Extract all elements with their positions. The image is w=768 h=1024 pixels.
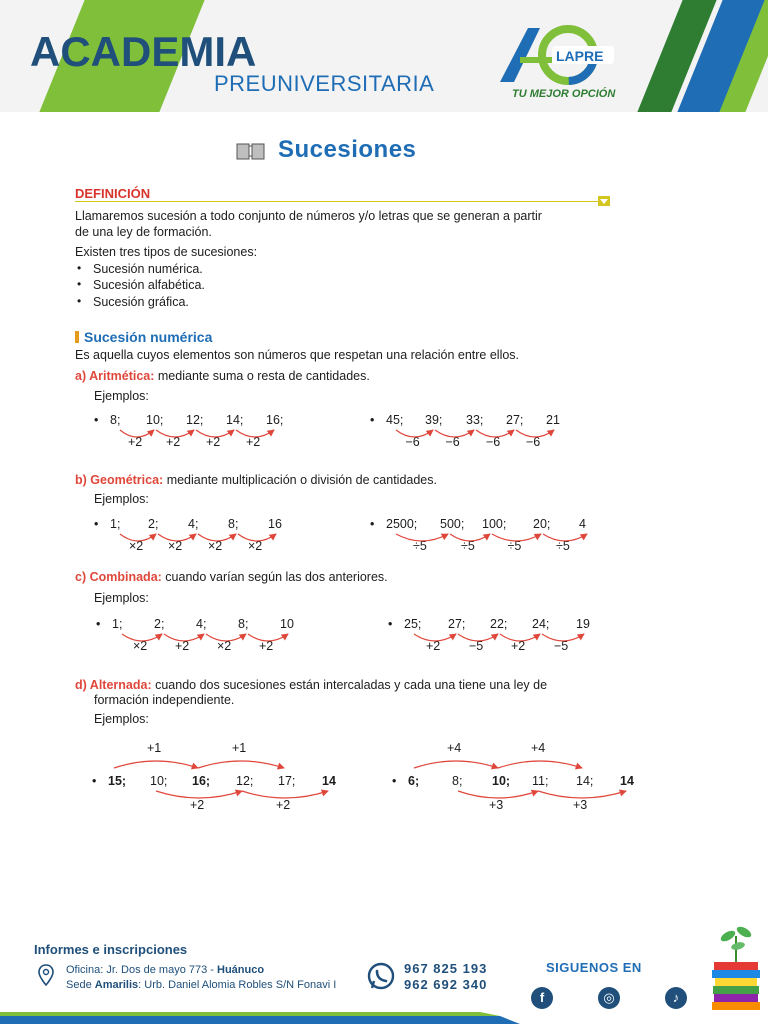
comb-ex1-term: 2; — [154, 617, 165, 631]
geom-ex2-operation: ÷5 — [413, 539, 427, 553]
follow-us-label: SIGUENOS EN — [546, 960, 642, 975]
arith-ex1-operation: +2 — [166, 435, 181, 449]
alt-ex1-term: 14 — [322, 774, 336, 788]
alternating-description — [75, 678, 547, 692]
alt-ex1-top-arrow — [114, 761, 198, 768]
geom-ex1-operation: ×2 — [129, 539, 144, 553]
comb-ex1-operation: ×2 — [133, 639, 148, 653]
definition-heading: DEFINICIÓN — [75, 186, 151, 201]
arith-ex1-operation: +2 — [128, 435, 143, 449]
footer-stripe — [0, 1012, 768, 1024]
comb-ex1-term: 1; — [112, 617, 123, 631]
comb-ex2-operation: −5 — [469, 639, 484, 653]
bullet: • — [370, 517, 375, 531]
comb-ex2-term: 25; — [404, 617, 422, 631]
geom-ex2-term: 4 — [579, 517, 586, 531]
alt-ex2-bottom-arrow — [458, 791, 538, 798]
comb-ex1-operation: +2 — [175, 639, 190, 653]
sede-text: : Urb. Daniel Alomia Robles S/N Fonavi I — [138, 979, 337, 991]
arithmetic-text: mediante suma o resta de cantidades. — [154, 369, 370, 383]
comb-ex2-term: 22; — [490, 617, 508, 631]
geom-ex2-term: 20; — [533, 517, 551, 531]
comb-ex2-term: 24; — [532, 617, 550, 631]
sede-prefix: Sede — [66, 979, 95, 991]
numeric-intro: Es aquella cuyos elementos son números que respetan una relación entre ellos. — [75, 348, 520, 362]
arith-ex1-term: 16; — [266, 413, 284, 427]
instagram-icon[interactable]: ◎ — [598, 987, 620, 1009]
tiktok-icon[interactable]: ♪ — [665, 987, 687, 1009]
alt-ex1-term: 17; — [278, 774, 296, 788]
arith-ex1-term: 14; — [226, 413, 244, 427]
phone-2[interactable]: 962 692 340 — [404, 977, 488, 992]
comb-ex1-term: 10 — [280, 617, 294, 631]
alternating-label: d) Alternada: — [75, 678, 152, 692]
arith-ex2-term: 45; — [386, 413, 404, 427]
type-item: Sucesión alfabética. — [93, 278, 205, 292]
arithmetic-description — [75, 369, 370, 383]
examples-label: Ejemplos: — [94, 492, 149, 506]
alt-ex1-term: 16; — [192, 774, 211, 788]
arith-ex2-operation: −6 — [445, 435, 460, 449]
geom-ex1-term: 1; — [110, 517, 121, 531]
alt-ex1-top-arrow — [198, 761, 284, 768]
examples-label: Ejemplos: — [94, 389, 149, 403]
geometric-label: b) Geométrica: — [75, 473, 164, 487]
bullet: • — [77, 277, 82, 291]
office-city: Huánuco — [217, 964, 265, 976]
arith-ex2-operation: −6 — [526, 435, 541, 449]
comb-ex2-operation: +2 — [426, 639, 441, 653]
location-pin-icon — [38, 964, 54, 986]
alt-ex1-bottom-operation: +2 — [190, 798, 205, 812]
bullet: • — [77, 294, 82, 308]
arithmetic-label: a) Aritmética: — [75, 369, 155, 383]
definition-line-2: de una ley de formación. — [75, 225, 212, 239]
definition-line-1: Llamaremos sucesión a todo conjunto de números y/o letras que se generan a partir — [75, 209, 542, 223]
sede-address — [66, 979, 348, 991]
page-title: Sucesiones — [278, 136, 417, 163]
arith-ex1-term: 8; — [110, 413, 121, 427]
sede-name: Amarilis — [94, 979, 139, 991]
geom-ex1-operation: ×2 — [208, 539, 223, 553]
logo-text: LAPRE — [556, 48, 604, 64]
geom-ex2-operation: ÷5 — [507, 539, 522, 553]
examples-label: Ejemplos: — [94, 712, 149, 726]
arith-ex1-operation: +2 — [246, 435, 261, 449]
geom-ex2-term: 500; — [440, 517, 465, 531]
examples-label: Ejemplos: — [94, 591, 149, 605]
arith-ex2-operation: −6 — [486, 435, 501, 449]
geometric-text: mediante multiplicación o división de cantidades. — [163, 473, 437, 487]
definition-rule — [75, 201, 605, 202]
alt-ex2-term: 6; — [408, 774, 420, 788]
comb-ex1-term: 8; — [238, 617, 249, 631]
comb-ex2-operation: −5 — [554, 639, 569, 653]
bullet: • — [94, 413, 99, 427]
geometric-description — [75, 473, 437, 487]
arith-ex2-operation: −6 — [405, 435, 420, 449]
alt-ex2-top-operation: +4 — [447, 741, 462, 755]
section-marker — [75, 331, 79, 343]
geom-ex1-term: 16 — [268, 517, 282, 531]
geom-ex2-operation: ÷5 — [556, 539, 570, 553]
comb-ex2-term: 19 — [576, 617, 590, 631]
logo-tagline: TU MEJOR OPCIÓN — [512, 88, 616, 100]
alt-ex1-term: 12; — [236, 774, 254, 788]
arith-ex2-term: 39; — [425, 413, 443, 427]
arith-ex1-term: 10; — [146, 413, 164, 427]
books-plant-icon — [708, 922, 764, 1018]
comb-ex1-term: 4; — [196, 617, 207, 631]
geom-ex2-term: 2500; — [386, 517, 418, 531]
alternating-text: cuando dos sucesiones están intercaladas y cada una tiene una ley de — [151, 678, 548, 692]
footer-heading: Informes e inscripciones — [34, 942, 188, 957]
bullet: • — [96, 617, 101, 631]
combined-label: c) Combinada: — [75, 570, 162, 584]
alt-ex1-term: 10; — [150, 774, 168, 788]
alt-ex2-bottom-arrow — [538, 791, 626, 798]
comb-ex2-term: 27; — [448, 617, 466, 631]
type-item: Sucesión gráfica. — [93, 295, 189, 309]
whatsapp-icon — [367, 962, 395, 990]
alt-ex1-bottom-arrow — [242, 791, 328, 798]
alt-ex2-bottom-operation: +3 — [489, 798, 504, 812]
type-item: Sucesión numérica. — [93, 262, 203, 276]
alt-ex2-term: 10; — [492, 774, 511, 788]
bullet: • — [94, 517, 99, 531]
geom-ex1-term: 8; — [228, 517, 239, 531]
geom-ex1-term: 4; — [188, 517, 199, 531]
bullet: • — [92, 774, 97, 788]
arith-ex2-term: 33; — [466, 413, 484, 427]
types-intro: Existen tres tipos de sucesiones: — [75, 245, 258, 259]
comb-ex2-operation: +2 — [511, 639, 526, 653]
arith-ex1-term: 12; — [186, 413, 204, 427]
alt-ex1-term: 15; — [108, 774, 127, 788]
brand-title: ACADEMIA — [30, 28, 257, 75]
alt-ex2-top-arrow — [498, 761, 582, 768]
geom-ex1-operation: ×2 — [248, 539, 263, 553]
bullet: • — [392, 774, 397, 788]
bullet: • — [388, 617, 393, 631]
phone-1[interactable]: 967 825 193 — [404, 961, 488, 976]
arith-ex1-operation: +2 — [206, 435, 221, 449]
numeric-heading: Sucesión numérica — [84, 329, 213, 345]
alt-ex2-top-operation: +4 — [531, 741, 546, 755]
office-prefix: Oficina: Jr. Dos de mayo 773 - — [66, 964, 218, 976]
bullet: • — [370, 413, 375, 427]
arith-ex2-term: 27; — [506, 413, 524, 427]
alt-ex2-term: 8; — [452, 774, 463, 788]
alternating-text-2: formación independiente. — [94, 693, 235, 707]
combined-text: cuando varían según las dos anteriores. — [161, 570, 388, 584]
alt-ex2-term: 14 — [620, 774, 634, 788]
combined-description — [75, 570, 388, 584]
alt-ex2-top-arrow — [414, 761, 498, 768]
comb-ex1-operation: ×2 — [217, 639, 232, 653]
geom-ex2-term: 100; — [482, 517, 507, 531]
bullet: • — [77, 261, 82, 275]
geom-ex2-operation: ÷5 — [461, 539, 475, 553]
alt-ex2-term: 14; — [576, 774, 594, 788]
facebook-icon[interactable]: f — [531, 987, 553, 1009]
alt-ex1-bottom-operation: +2 — [276, 798, 291, 812]
office-address — [66, 964, 264, 976]
brand-subtitle: PREUNIVERSITARIA — [214, 71, 435, 96]
dropdown-marker-icon — [598, 196, 610, 206]
book-icon — [236, 141, 266, 161]
alt-ex1-top-operation: +1 — [232, 741, 247, 755]
alt-ex2-term: 11; — [532, 774, 549, 788]
geom-ex1-term: 2; — [148, 517, 159, 531]
comb-ex1-operation: +2 — [259, 639, 274, 653]
alt-ex1-bottom-arrow — [156, 791, 242, 798]
geom-ex1-operation: ×2 — [168, 539, 183, 553]
alt-ex2-bottom-operation: +3 — [573, 798, 588, 812]
alt-ex1-top-operation: +1 — [147, 741, 162, 755]
arith-ex2-term: 21 — [546, 413, 560, 427]
